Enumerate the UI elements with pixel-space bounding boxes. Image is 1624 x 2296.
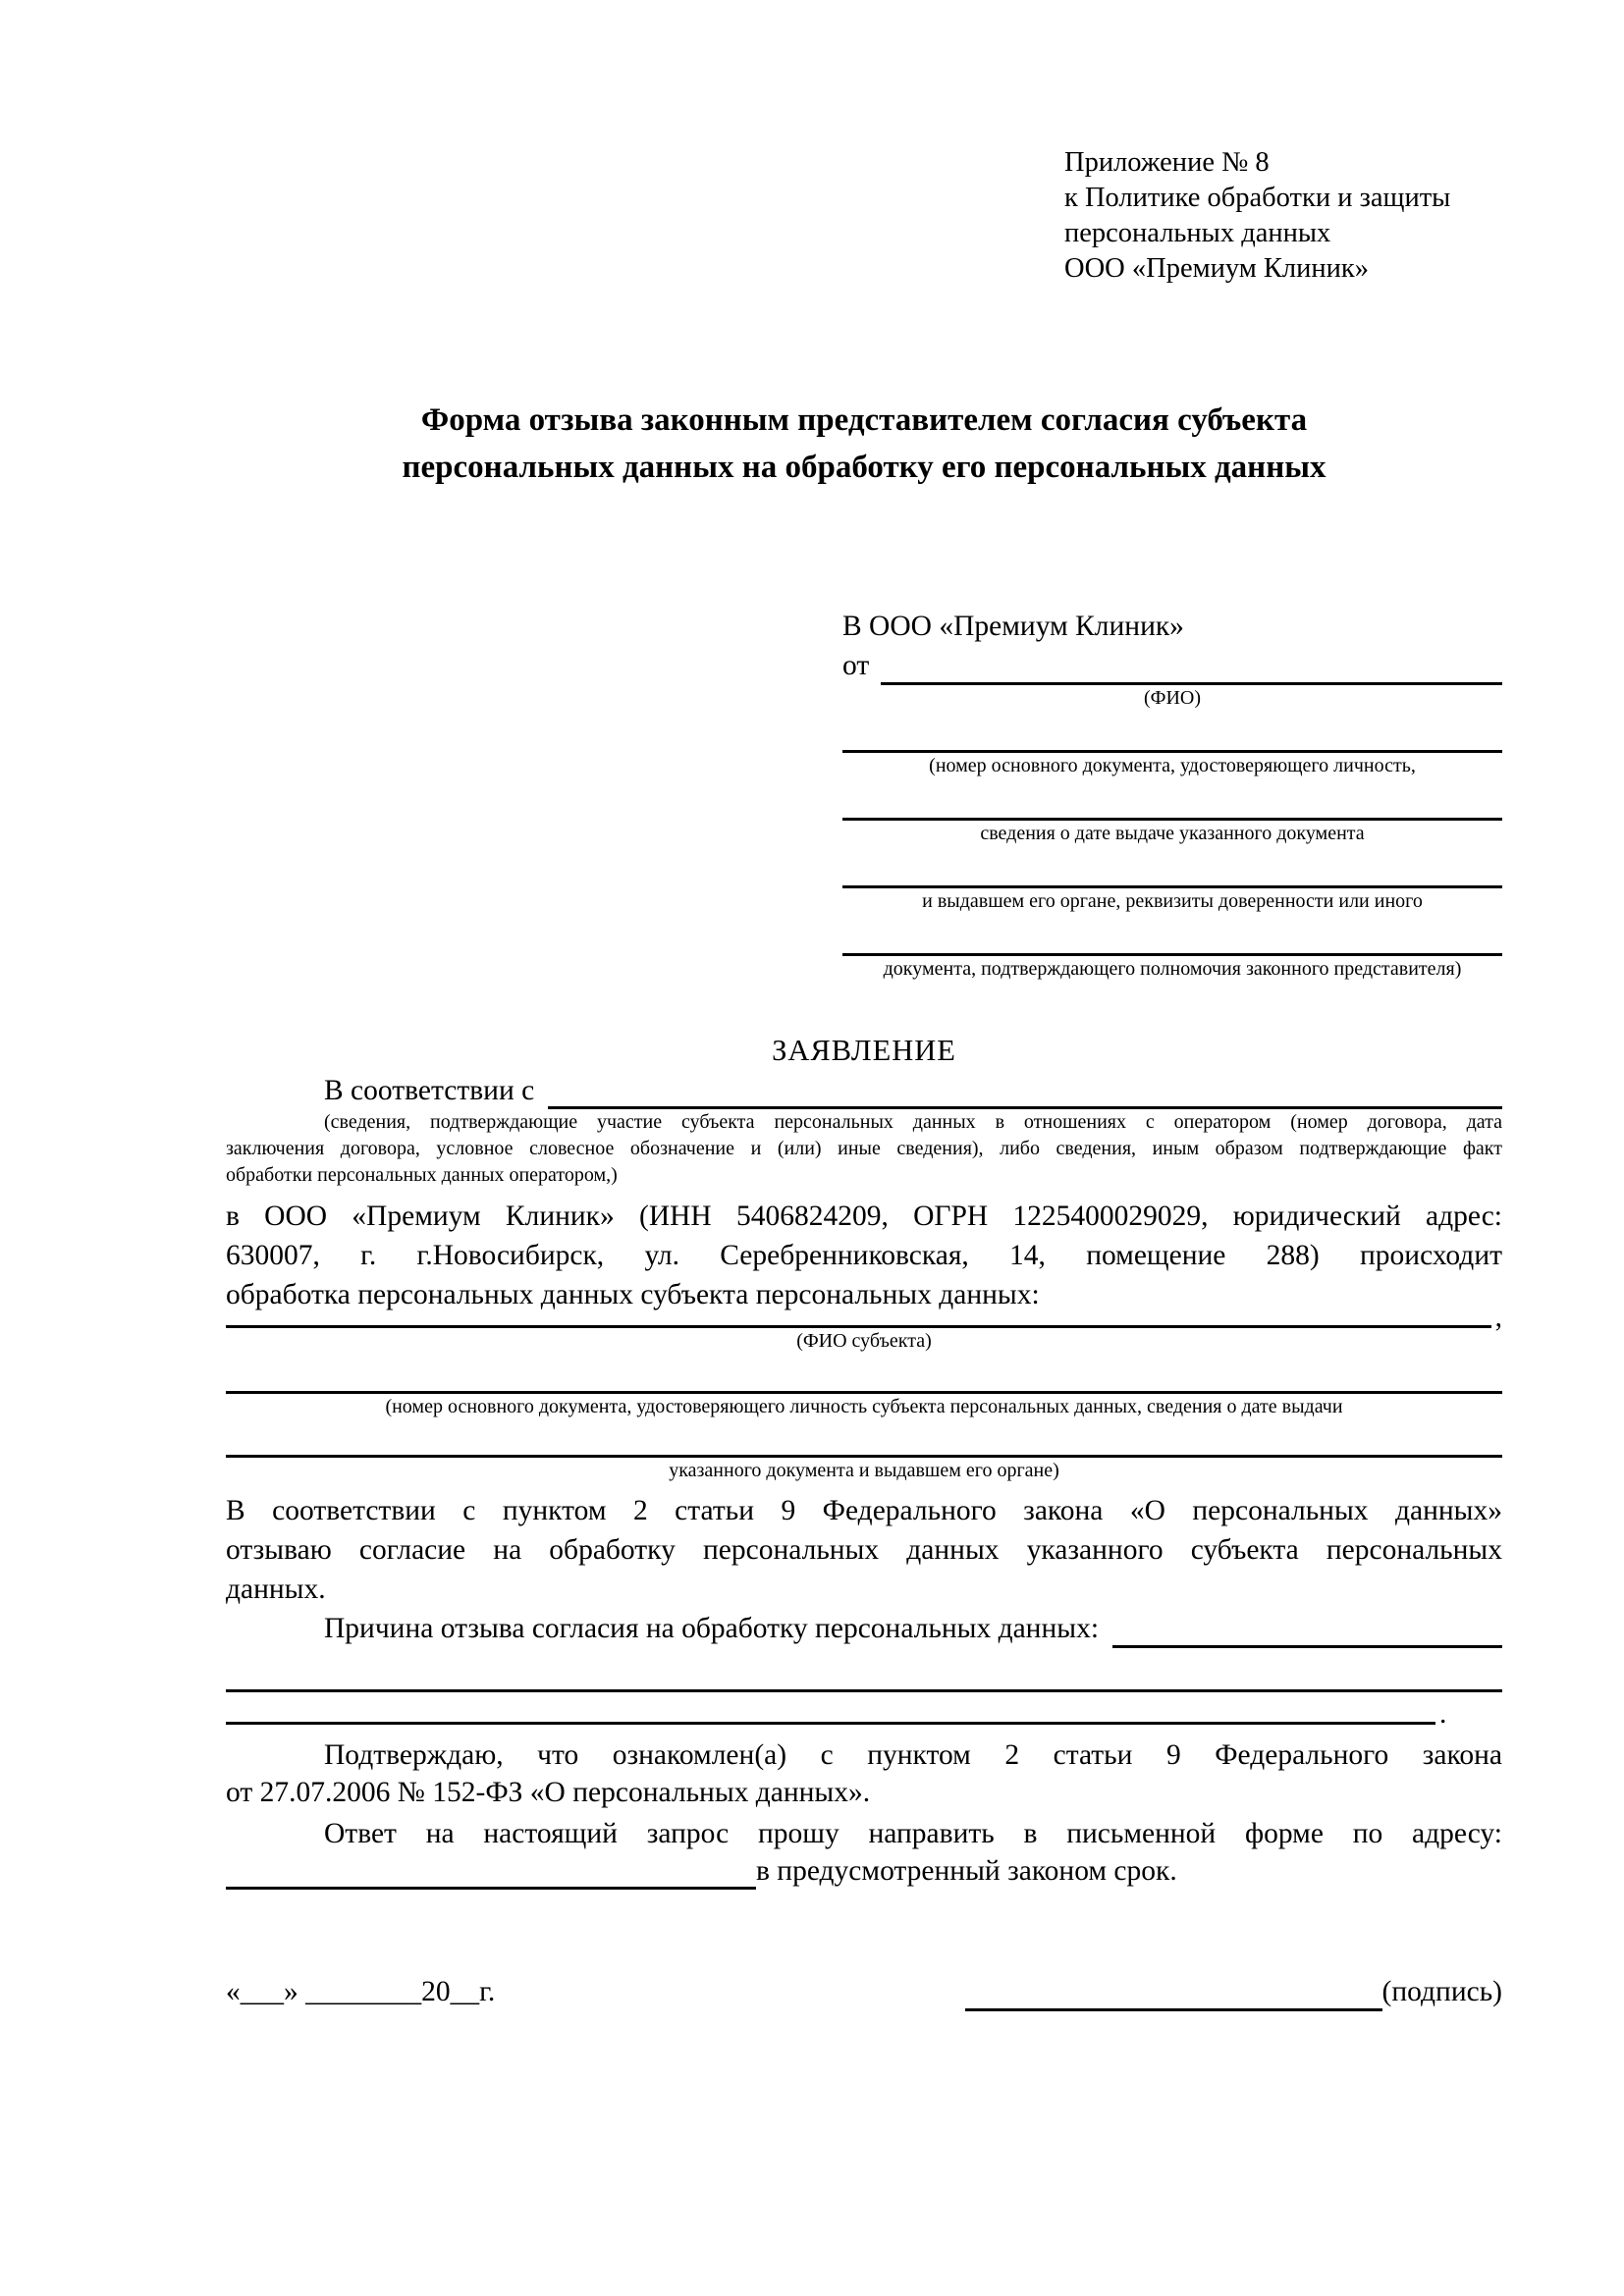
withdrawal-paragraph-line-2: отзываю согласие на обработку персональных данных указанного субъекта персональных [226,1534,1502,1566]
addressee-block [842,607,1502,982]
form-title: Форма отзыва законным представителем согласия субъекта персональных данных на обработку его персональных данных [402,402,1326,485]
from-row [842,646,1502,685]
doc-fill-line-4 [842,914,1502,956]
intro-row [226,1072,1502,1109]
doc-caption-2: сведения о дате выдаче указанного документа [980,823,1365,844]
addressee-to: В ООО «Премиум Клиник» [842,611,1184,642]
intro-caption-line-3: обработки персональных данных оператором,) [226,1164,618,1186]
intro-caption-line-1: (сведения, подтверждающие участие субъекта персональных данных в отношениях с оператором (номер договора, дата [324,1111,1502,1133]
confirm-paragraph [226,1736,1502,1811]
operator-paragraph-line-1: в ООО «Премиум Клиник» (ИНН 5406824209, ОГРН 1225400029029, юридический адрес: [226,1201,1502,1232]
signature-row [226,1972,1502,2011]
from-fill-line [881,650,1502,685]
reason-row [226,1609,1502,1648]
subject-doc-caption-1: (номер основного документа, удостоверяющего личность субъекта персональных данных, сведения о дате выдачи [385,1396,1343,1417]
subject-fio-fill-line [226,1293,1491,1328]
appendix-block [1064,145,1502,287]
subject-doc-caption-2: указанного документа и выдавшем его органе) [669,1460,1059,1481]
confirm-paragraph-line-1: Подтверждаю, что ознакомлен(а) с пунктом 2 статьи 9 Федерального закона [324,1739,1502,1771]
reply-paragraph-line-1: Ответ на настоящий запрос прошу направить в письменной форме по адресу: [324,1818,1502,1849]
appendix-line-3: персональных данных [1064,218,1331,248]
signature-caption: (подпись) [1381,1976,1502,2007]
fio-caption: (ФИО) [1143,687,1201,709]
reason-fill-line-3 [226,1689,1435,1725]
doc-caption-3: и выдавшем его органе, реквизиты доверенности или иного [922,890,1423,912]
appendix-line-1: Приложение № 8 [1064,147,1270,178]
appendix-line-2: к Политике обработки и защиты [1064,183,1451,213]
doc-caption-1: (номер основного документа, удостоверяющего личность, [929,755,1416,776]
statement-heading: ЗАЯВЛЕНИЕ [772,1034,956,1067]
operator-paragraph-line-2: 630007, г. г.Новосибирск, ул. Серебренниковская, 14, помещение 288) происходит [226,1240,1502,1271]
signature-block [965,1972,1502,2011]
from-label: от [842,650,870,681]
withdrawal-paragraph-line-3: данных. [226,1574,326,1605]
intro-label: В соответствии с [324,1075,535,1106]
reason-fill-line [1112,1613,1502,1648]
subject-fio-caption: (ФИО субъекта) [796,1330,932,1352]
signature-fill-line [965,1976,1382,2011]
withdrawal-paragraph-line-1: В соответствии с пунктом 2 статьи 9 Федерального закона «О персональных данных» [226,1495,1502,1526]
subject-fio-row [226,1302,1502,1333]
withdrawal-paragraph [226,1491,1502,1609]
reply-address-fill-line [226,1856,756,1890]
operator-paragraph-line-3: обработка персональных данных субъекта персональных данных: [226,1279,1040,1310]
reason-fill-row-3 [226,1692,1502,1730]
subject-doc-fill-line-2 [226,1419,1502,1458]
reply-suffix: в предусмотренный законом срок. [756,1855,1177,1887]
confirm-paragraph-line-2: от 27.07.2006 № 152-ФЗ «О персональных данных». [226,1777,871,1808]
appendix-line-4: ООО «Премиум Клиник» [1064,253,1370,284]
intro-fill-line [548,1074,1502,1109]
doc-fill-line-2 [842,778,1502,821]
reply-paragraph-line-2 [226,1852,1502,1890]
intro-caption [226,1109,1502,1189]
subject-doc-fill-line-1 [226,1354,1502,1394]
doc-caption-4: документа, подтверждающего полномочия законного представителя) [883,958,1462,980]
intro-caption-line-2: заключения договора, условное словесное обозначение и (или) иные сведения), либо сведения, иным образом подтверждающие факт [226,1138,1502,1159]
doc-fill-line-1 [842,711,1502,753]
trailing-comma: , [1494,1302,1502,1333]
reason-label: Причина отзыва согласия на обработку персональных данных: [324,1613,1100,1644]
date-blank: «___» ________20__г. [226,1976,496,2007]
doc-fill-line-3 [842,846,1502,888]
trailing-period: . [1439,1698,1447,1730]
